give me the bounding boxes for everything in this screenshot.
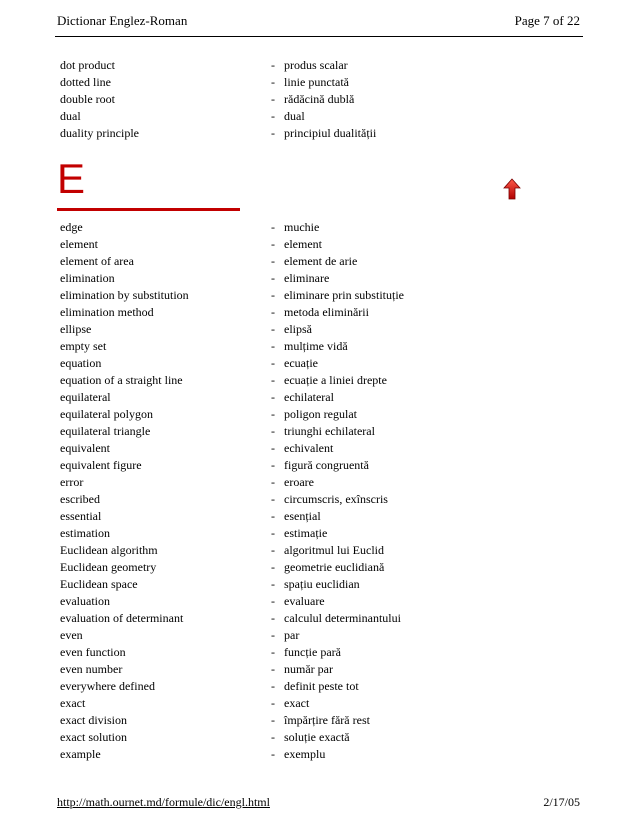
english-term: evaluation [60,594,110,608]
romanian-translation: soluție exactă [284,730,350,744]
entry-list-e [60,219,590,763]
separator-dash: - [271,492,275,506]
separator-dash: - [271,373,275,387]
dictionary-entry [60,695,590,712]
dictionary-entry [60,270,590,287]
separator-dash: - [271,441,275,455]
dictionary-entry [60,236,590,253]
dictionary-entry [60,525,590,542]
dictionary-entry [60,219,590,236]
english-term: elimination [60,271,115,285]
separator-dash: - [271,254,275,268]
separator-dash: - [271,75,275,89]
separator-dash: - [271,305,275,319]
dictionary-entry [60,542,590,559]
romanian-translation: elipsă [284,322,312,336]
section-underline [57,208,240,211]
romanian-translation: geometrie euclidiană [284,560,385,574]
dictionary-entry [60,304,590,321]
english-term: empty set [60,339,107,353]
romanian-translation: triunghi echilateral [284,424,375,438]
separator-dash: - [271,271,275,285]
romanian-translation: element de arie [284,254,358,268]
separator-dash: - [271,92,275,106]
english-term: equivalent figure [60,458,142,472]
separator-dash: - [271,339,275,353]
romanian-translation: par [284,628,300,642]
romanian-translation: principiul dualității [284,126,377,140]
dictionary-entry [60,321,590,338]
dictionary-entry [60,627,590,644]
dictionary-entry [60,729,590,746]
separator-dash: - [271,679,275,693]
separator-dash: - [271,390,275,404]
dictionary-entry [60,125,590,142]
dictionary-entry [60,440,590,457]
romanian-translation: figură congruentă [284,458,369,472]
separator-dash: - [271,747,275,761]
english-term: escribed [60,492,100,506]
romanian-translation: exact [284,696,310,710]
dictionary-entry [60,576,590,593]
romanian-translation: element [284,237,322,251]
dictionary-entry [60,644,590,661]
english-term: equilateral polygon [60,407,153,421]
separator-dash: - [271,509,275,523]
english-term: element [60,237,98,251]
english-term: equilateral [60,390,111,404]
romanian-translation: ecuație [284,356,318,370]
separator-dash: - [271,611,275,625]
english-term: estimation [60,526,110,540]
separator-dash: - [271,713,275,727]
english-term: element of area [60,254,134,268]
dictionary-entry [60,508,590,525]
separator-dash: - [271,594,275,608]
romanian-translation: poligon regulat [284,407,357,421]
english-term: evaluation of determinant [60,611,184,625]
entry-list-d [60,57,590,142]
dictionary-entry [60,406,590,423]
separator-dash: - [271,628,275,642]
english-term: equilateral triangle [60,424,151,438]
print-date: 2/17/05 [543,795,580,809]
dictionary-entry [60,253,590,270]
romanian-translation: mulțime vidă [284,339,348,353]
english-term: equation of a straight line [60,373,183,387]
romanian-translation: circumscris, exînscris [284,492,388,506]
romanian-translation: exemplu [284,747,326,761]
english-term: error [60,475,84,489]
separator-dash: - [271,696,275,710]
english-term: Euclidean algorithm [60,543,158,557]
romanian-translation: eroare [284,475,314,489]
english-term: equation [60,356,102,370]
english-term: edge [60,220,83,234]
english-term: exact [60,696,86,710]
english-term: example [60,747,101,761]
dictionary-entry [60,474,590,491]
dictionary-entry [60,593,590,610]
romanian-translation: eliminare prin substituție [284,288,404,302]
english-term: exact division [60,713,127,727]
dictionary-entry [60,712,590,729]
dictionary-entry [60,559,590,576]
english-term: Euclidean space [60,577,138,591]
romanian-translation: împărțire fără rest [284,713,370,727]
up-arrow-icon[interactable] [503,178,521,200]
dictionary-entry [60,678,590,695]
dictionary-entry [60,746,590,763]
dictionary-entry [60,457,590,474]
romanian-translation: metoda eliminării [284,305,369,319]
english-term: exact solution [60,730,127,744]
separator-dash: - [271,577,275,591]
dictionary-entry [60,389,590,406]
dictionary-entry [60,91,590,108]
romanian-translation: spațiu euclidian [284,577,360,591]
romanian-translation: linie punctată [284,75,349,89]
separator-dash: - [271,220,275,234]
romanian-translation: eliminare [284,271,330,285]
english-term: elimination method [60,305,154,319]
separator-dash: - [271,424,275,438]
romanian-translation: estimație [284,526,328,540]
separator-dash: - [271,475,275,489]
romanian-translation: echivalent [284,441,334,455]
separator-dash: - [271,322,275,336]
dictionary-entry [60,372,590,389]
english-term: duality principle [60,126,139,140]
dictionary-entry [60,491,590,508]
romanian-translation: evaluare [284,594,325,608]
english-term: everywhere defined [60,679,155,693]
romanian-translation: muchie [284,220,320,234]
separator-dash: - [271,645,275,659]
english-term: dual [60,109,81,123]
romanian-translation: rădăcină dublă [284,92,355,106]
dictionary-entry [60,108,590,125]
separator-dash: - [271,458,275,472]
english-term: equivalent [60,441,110,455]
separator-dash: - [271,730,275,744]
dictionary-entry [60,355,590,372]
romanian-translation: calculul determinantului [284,611,401,625]
english-term: ellipse [60,322,92,336]
english-term: Euclidean geometry [60,560,157,574]
dictionary-entry [60,423,590,440]
dictionary-entry [60,287,590,304]
separator-dash: - [271,288,275,302]
separator-dash: - [271,662,275,676]
separator-dash: - [271,560,275,574]
dictionary-entry [60,74,590,91]
english-term: elimination by substitution [60,288,189,302]
romanian-translation: algoritmul lui Euclid [284,543,384,557]
romanian-translation: esențial [284,509,321,523]
document-title: Dictionar Englez-Roman [57,13,188,28]
dictionary-entry [60,338,590,355]
dictionary-entry [60,57,590,74]
english-term: essential [60,509,102,523]
english-term: even [60,628,83,642]
source-link[interactable]: http://math.ournet.md/formule/dic/engl.html [57,795,270,809]
header-divider [55,36,583,37]
section-letter: E [57,155,86,202]
romanian-translation: echilateral [284,390,334,404]
romanian-translation: produs scalar [284,58,348,72]
separator-dash: - [271,58,275,72]
dictionary-entry [60,661,590,678]
english-term: dot product [60,58,115,72]
romanian-translation: dual [284,109,305,123]
english-term: double root [60,92,115,106]
separator-dash: - [271,356,275,370]
separator-dash: - [271,109,275,123]
separator-dash: - [271,126,275,140]
separator-dash: - [271,237,275,251]
separator-dash: - [271,407,275,421]
english-term: dotted line [60,75,111,89]
page-indicator: Page 7 of 22 [514,13,580,28]
dictionary-entry [60,610,590,627]
english-term: even function [60,645,126,659]
romanian-translation: număr par [284,662,333,676]
english-term: even number [60,662,123,676]
separator-dash: - [271,526,275,540]
romanian-translation: funcție pară [284,645,341,659]
romanian-translation: definit peste tot [284,679,359,693]
separator-dash: - [271,543,275,557]
romanian-translation: ecuație a liniei drepte [284,373,387,387]
